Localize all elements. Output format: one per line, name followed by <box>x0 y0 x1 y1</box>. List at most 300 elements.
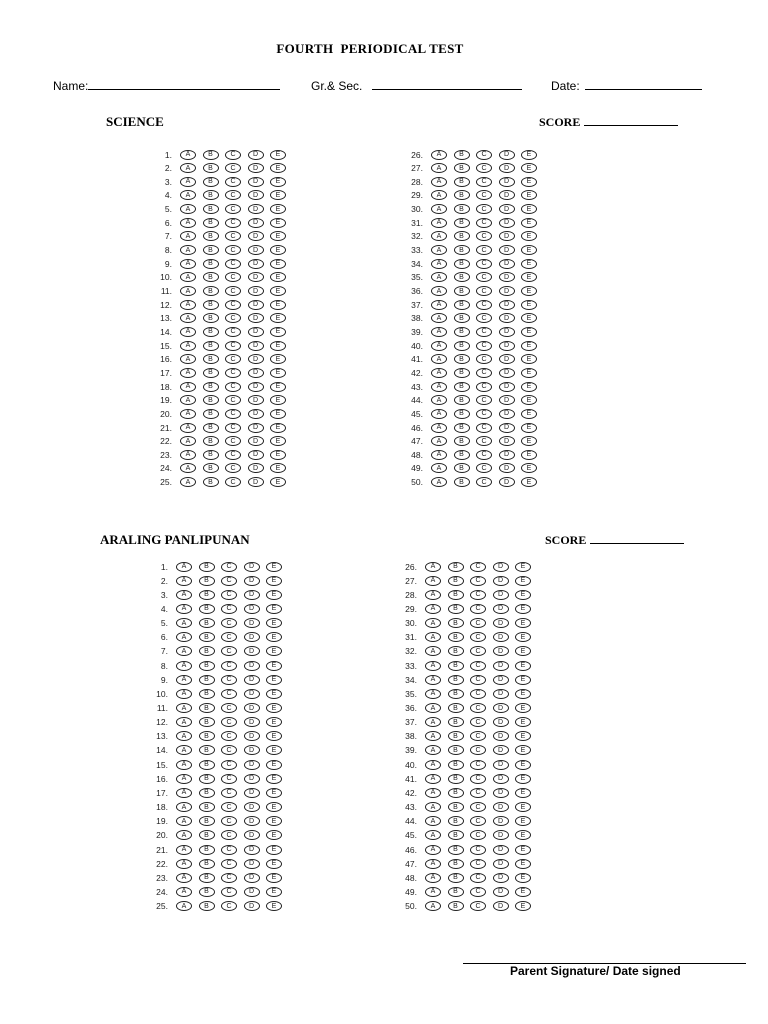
answer-bubble-e[interactable]: E <box>515 901 531 911</box>
answer-bubble-b[interactable]: B <box>454 231 470 241</box>
answer-bubble-d[interactable]: D <box>499 204 515 214</box>
answer-bubble-d[interactable]: D <box>493 604 509 614</box>
answer-bubble-b[interactable]: B <box>199 703 215 713</box>
answer-bubble-c[interactable]: C <box>470 576 486 586</box>
answer-bubble-d[interactable]: D <box>244 562 260 572</box>
answer-bubble-a[interactable]: A <box>180 477 196 487</box>
answer-bubble-a[interactable]: A <box>431 313 447 323</box>
answer-bubble-e[interactable]: E <box>515 774 531 784</box>
answer-bubble-c[interactable]: C <box>221 745 237 755</box>
answer-bubble-e[interactable]: E <box>515 675 531 685</box>
answer-bubble-c[interactable]: C <box>470 901 486 911</box>
answer-bubble-a[interactable]: A <box>180 450 196 460</box>
answer-bubble-a[interactable]: A <box>180 177 196 187</box>
answer-bubble-e[interactable]: E <box>515 802 531 812</box>
answer-bubble-e[interactable]: E <box>266 632 282 642</box>
answer-bubble-d[interactable]: D <box>499 368 515 378</box>
answer-bubble-e[interactable]: E <box>515 788 531 798</box>
answer-bubble-c[interactable]: C <box>225 395 241 405</box>
answer-bubble-d[interactable]: D <box>499 177 515 187</box>
answer-bubble-d[interactable]: D <box>244 887 260 897</box>
answer-bubble-c[interactable]: C <box>470 590 486 600</box>
answer-bubble-b[interactable]: B <box>448 618 464 628</box>
answer-bubble-c[interactable]: C <box>476 423 492 433</box>
answer-bubble-e[interactable]: E <box>515 689 531 699</box>
answer-bubble-b[interactable]: B <box>454 327 470 337</box>
answer-bubble-c[interactable]: C <box>470 604 486 614</box>
answer-bubble-c[interactable]: C <box>225 341 241 351</box>
answer-bubble-e[interactable]: E <box>515 873 531 883</box>
answer-bubble-b[interactable]: B <box>203 272 219 282</box>
answer-bubble-c[interactable]: C <box>225 163 241 173</box>
answer-bubble-a[interactable]: A <box>176 873 192 883</box>
answer-bubble-a[interactable]: A <box>425 859 441 869</box>
answer-bubble-c[interactable]: C <box>470 745 486 755</box>
answer-bubble-a[interactable]: A <box>425 887 441 897</box>
answer-bubble-a[interactable]: A <box>180 463 196 473</box>
answer-bubble-a[interactable]: A <box>431 286 447 296</box>
answer-bubble-a[interactable]: A <box>425 774 441 784</box>
answer-bubble-a[interactable]: A <box>180 190 196 200</box>
answer-bubble-a[interactable]: A <box>431 354 447 364</box>
answer-bubble-d[interactable]: D <box>244 802 260 812</box>
answer-bubble-d[interactable]: D <box>244 830 260 840</box>
answer-bubble-c[interactable]: C <box>225 436 241 446</box>
answer-bubble-d[interactable]: D <box>499 313 515 323</box>
answer-bubble-b[interactable]: B <box>448 774 464 784</box>
answer-bubble-d[interactable]: D <box>493 830 509 840</box>
answer-bubble-d[interactable]: D <box>499 341 515 351</box>
answer-bubble-b[interactable]: B <box>199 717 215 727</box>
answer-bubble-a[interactable]: A <box>180 327 196 337</box>
answer-bubble-e[interactable]: E <box>270 450 286 460</box>
answer-bubble-e[interactable]: E <box>270 259 286 269</box>
answer-bubble-b[interactable]: B <box>448 590 464 600</box>
answer-bubble-d[interactable]: D <box>244 646 260 656</box>
answer-bubble-a[interactable]: A <box>176 760 192 770</box>
answer-bubble-c[interactable]: C <box>476 163 492 173</box>
answer-bubble-c[interactable]: C <box>470 731 486 741</box>
answer-bubble-a[interactable]: A <box>431 327 447 337</box>
answer-bubble-e[interactable]: E <box>266 901 282 911</box>
answer-bubble-e[interactable]: E <box>515 859 531 869</box>
answer-bubble-d[interactable]: D <box>499 477 515 487</box>
answer-bubble-a[interactable]: A <box>180 163 196 173</box>
score-science[interactable] <box>539 115 678 130</box>
answer-bubble-b[interactable]: B <box>454 354 470 364</box>
answer-bubble-d[interactable]: D <box>244 661 260 671</box>
answer-bubble-b[interactable]: B <box>448 661 464 671</box>
answer-bubble-b[interactable]: B <box>448 802 464 812</box>
answer-bubble-b[interactable]: B <box>199 830 215 840</box>
answer-bubble-b[interactable]: B <box>454 218 470 228</box>
answer-bubble-a[interactable]: A <box>180 368 196 378</box>
answer-bubble-e[interactable]: E <box>270 245 286 255</box>
answer-bubble-a[interactable]: A <box>425 873 441 883</box>
answer-bubble-b[interactable]: B <box>448 830 464 840</box>
answer-bubble-e[interactable]: E <box>515 576 531 586</box>
answer-bubble-e[interactable]: E <box>521 341 537 351</box>
answer-bubble-d[interactable]: D <box>248 313 264 323</box>
answer-bubble-a[interactable]: A <box>180 204 196 214</box>
score-line[interactable] <box>590 533 684 544</box>
answer-bubble-b[interactable]: B <box>203 177 219 187</box>
answer-bubble-b[interactable]: B <box>203 259 219 269</box>
answer-bubble-e[interactable]: E <box>266 887 282 897</box>
answer-bubble-a[interactable]: A <box>176 774 192 784</box>
answer-bubble-c[interactable]: C <box>470 802 486 812</box>
answer-bubble-b[interactable]: B <box>199 689 215 699</box>
answer-bubble-d[interactable]: D <box>493 632 509 642</box>
answer-bubble-d[interactable]: D <box>499 259 515 269</box>
answer-bubble-b[interactable]: B <box>203 204 219 214</box>
answer-bubble-b[interactable]: B <box>199 590 215 600</box>
answer-bubble-c[interactable]: C <box>221 576 237 586</box>
answer-bubble-a[interactable]: A <box>431 436 447 446</box>
answer-bubble-b[interactable]: B <box>199 760 215 770</box>
answer-bubble-d[interactable]: D <box>248 204 264 214</box>
answer-bubble-a[interactable]: A <box>176 562 192 572</box>
answer-bubble-e[interactable]: E <box>521 409 537 419</box>
answer-bubble-c[interactable]: C <box>221 618 237 628</box>
answer-bubble-c[interactable]: C <box>470 760 486 770</box>
answer-bubble-b[interactable]: B <box>203 450 219 460</box>
answer-bubble-d[interactable]: D <box>244 703 260 713</box>
answer-bubble-d[interactable]: D <box>248 450 264 460</box>
answer-bubble-b[interactable]: B <box>203 327 219 337</box>
answer-bubble-c[interactable]: C <box>470 830 486 840</box>
answer-bubble-c[interactable]: C <box>221 859 237 869</box>
answer-bubble-d[interactable]: D <box>493 562 509 572</box>
answer-bubble-e[interactable]: E <box>515 760 531 770</box>
answer-bubble-c[interactable]: C <box>470 859 486 869</box>
answer-bubble-c[interactable]: C <box>225 368 241 378</box>
answer-bubble-d[interactable]: D <box>493 618 509 628</box>
answer-bubble-b[interactable]: B <box>203 368 219 378</box>
answer-bubble-d[interactable]: D <box>493 576 509 586</box>
answer-bubble-d[interactable]: D <box>499 231 515 241</box>
answer-bubble-d[interactable]: D <box>244 618 260 628</box>
answer-bubble-c[interactable]: C <box>221 816 237 826</box>
answer-bubble-c[interactable]: C <box>470 845 486 855</box>
answer-bubble-a[interactable]: A <box>180 218 196 228</box>
answer-bubble-a[interactable]: A <box>431 150 447 160</box>
answer-bubble-d[interactable]: D <box>493 703 509 713</box>
answer-bubble-b[interactable]: B <box>203 395 219 405</box>
answer-bubble-a[interactable]: A <box>425 632 441 642</box>
answer-bubble-c[interactable]: C <box>221 774 237 784</box>
answer-bubble-a[interactable]: A <box>425 618 441 628</box>
answer-bubble-c[interactable]: C <box>221 731 237 741</box>
answer-bubble-d[interactable]: D <box>499 463 515 473</box>
answer-bubble-e[interactable]: E <box>266 576 282 586</box>
answer-bubble-e[interactable]: E <box>515 830 531 840</box>
answer-bubble-c[interactable]: C <box>225 231 241 241</box>
answer-bubble-e[interactable]: E <box>521 150 537 160</box>
answer-bubble-b[interactable]: B <box>448 576 464 586</box>
answer-bubble-c[interactable]: C <box>221 845 237 855</box>
answer-bubble-d[interactable]: D <box>248 259 264 269</box>
answer-bubble-a[interactable]: A <box>425 816 441 826</box>
answer-bubble-d[interactable]: D <box>499 300 515 310</box>
answer-bubble-a[interactable]: A <box>176 859 192 869</box>
answer-bubble-d[interactable]: D <box>493 887 509 897</box>
answer-bubble-e[interactable]: E <box>521 327 537 337</box>
answer-bubble-a[interactable]: A <box>180 382 196 392</box>
answer-bubble-a[interactable]: A <box>176 845 192 855</box>
answer-bubble-d[interactable]: D <box>499 382 515 392</box>
answer-bubble-a[interactable]: A <box>425 845 441 855</box>
answer-bubble-b[interactable]: B <box>203 463 219 473</box>
answer-bubble-e[interactable]: E <box>270 327 286 337</box>
answer-bubble-b[interactable]: B <box>199 745 215 755</box>
answer-bubble-e[interactable]: E <box>521 395 537 405</box>
answer-bubble-a[interactable]: A <box>431 190 447 200</box>
answer-bubble-d[interactable]: D <box>493 675 509 685</box>
answer-bubble-c[interactable]: C <box>225 218 241 228</box>
answer-bubble-d[interactable]: D <box>248 341 264 351</box>
answer-bubble-a[interactable]: A <box>176 675 192 685</box>
answer-bubble-a[interactable]: A <box>431 463 447 473</box>
answer-bubble-a[interactable]: A <box>425 661 441 671</box>
answer-bubble-a[interactable]: A <box>176 632 192 642</box>
answer-bubble-b[interactable]: B <box>199 901 215 911</box>
answer-bubble-c[interactable]: C <box>476 218 492 228</box>
answer-bubble-c[interactable]: C <box>476 300 492 310</box>
answer-bubble-a[interactable]: A <box>425 745 441 755</box>
answer-bubble-d[interactable]: D <box>248 272 264 282</box>
answer-bubble-c[interactable]: C <box>225 245 241 255</box>
answer-bubble-d[interactable]: D <box>493 731 509 741</box>
answer-bubble-a[interactable]: A <box>431 341 447 351</box>
answer-bubble-d[interactable]: D <box>244 774 260 784</box>
answer-bubble-c[interactable]: C <box>221 590 237 600</box>
answer-bubble-d[interactable]: D <box>493 774 509 784</box>
answer-bubble-e[interactable]: E <box>521 190 537 200</box>
answer-bubble-c[interactable]: C <box>225 423 241 433</box>
answer-bubble-c[interactable]: C <box>221 760 237 770</box>
answer-bubble-c[interactable]: C <box>221 646 237 656</box>
answer-bubble-e[interactable]: E <box>270 409 286 419</box>
answer-bubble-a[interactable]: A <box>176 646 192 656</box>
answer-bubble-b[interactable]: B <box>454 450 470 460</box>
answer-bubble-e[interactable]: E <box>270 423 286 433</box>
answer-bubble-e[interactable]: E <box>521 163 537 173</box>
answer-bubble-a[interactable]: A <box>176 802 192 812</box>
answer-bubble-d[interactable]: D <box>493 590 509 600</box>
answer-bubble-e[interactable]: E <box>515 632 531 642</box>
answer-bubble-e[interactable]: E <box>270 204 286 214</box>
answer-bubble-d[interactable]: D <box>248 368 264 378</box>
answer-bubble-e[interactable]: E <box>266 859 282 869</box>
answer-bubble-c[interactable]: C <box>476 286 492 296</box>
answer-bubble-a[interactable]: A <box>176 703 192 713</box>
answer-bubble-c[interactable]: C <box>476 354 492 364</box>
answer-bubble-b[interactable]: B <box>199 618 215 628</box>
answer-bubble-a[interactable]: A <box>180 272 196 282</box>
answer-bubble-d[interactable]: D <box>499 163 515 173</box>
answer-bubble-e[interactable]: E <box>515 717 531 727</box>
answer-bubble-a[interactable]: A <box>180 354 196 364</box>
answer-bubble-b[interactable]: B <box>448 788 464 798</box>
answer-bubble-c[interactable]: C <box>470 562 486 572</box>
answer-bubble-c[interactable]: C <box>225 382 241 392</box>
answer-bubble-d[interactable]: D <box>244 576 260 586</box>
answer-bubble-b[interactable]: B <box>454 341 470 351</box>
answer-bubble-b[interactable]: B <box>448 717 464 727</box>
answer-bubble-b[interactable]: B <box>448 873 464 883</box>
date-field[interactable] <box>551 79 702 93</box>
answer-bubble-a[interactable]: A <box>431 272 447 282</box>
answer-bubble-e[interactable]: E <box>266 745 282 755</box>
answer-bubble-a[interactable]: A <box>431 423 447 433</box>
answer-bubble-e[interactable]: E <box>515 590 531 600</box>
answer-bubble-e[interactable]: E <box>270 218 286 228</box>
answer-bubble-a[interactable]: A <box>425 788 441 798</box>
answer-bubble-a[interactable]: A <box>176 661 192 671</box>
answer-bubble-d[interactable]: D <box>499 327 515 337</box>
answer-bubble-c[interactable]: C <box>470 703 486 713</box>
answer-bubble-d[interactable]: D <box>499 272 515 282</box>
answer-bubble-a[interactable]: A <box>431 204 447 214</box>
answer-bubble-e[interactable]: E <box>266 703 282 713</box>
answer-bubble-e[interactable]: E <box>521 272 537 282</box>
answer-bubble-c[interactable]: C <box>221 675 237 685</box>
answer-bubble-c[interactable]: C <box>476 436 492 446</box>
answer-bubble-a[interactable]: A <box>425 576 441 586</box>
answer-bubble-e[interactable]: E <box>521 313 537 323</box>
answer-bubble-c[interactable]: C <box>470 661 486 671</box>
answer-bubble-b[interactable]: B <box>454 409 470 419</box>
answer-bubble-d[interactable]: D <box>493 646 509 656</box>
answer-bubble-a[interactable]: A <box>180 300 196 310</box>
answer-bubble-b[interactable]: B <box>454 150 470 160</box>
answer-bubble-d[interactable]: D <box>493 717 509 727</box>
answer-bubble-b[interactable]: B <box>203 286 219 296</box>
answer-bubble-c[interactable]: C <box>225 463 241 473</box>
answer-bubble-e[interactable]: E <box>521 368 537 378</box>
answer-bubble-b[interactable]: B <box>199 774 215 784</box>
answer-bubble-d[interactable]: D <box>499 354 515 364</box>
answer-bubble-b[interactable]: B <box>199 576 215 586</box>
answer-bubble-d[interactable]: D <box>248 300 264 310</box>
answer-bubble-c[interactable]: C <box>476 259 492 269</box>
answer-bubble-b[interactable]: B <box>454 177 470 187</box>
answer-bubble-a[interactable]: A <box>425 689 441 699</box>
answer-bubble-e[interactable]: E <box>521 245 537 255</box>
answer-bubble-c[interactable]: C <box>470 618 486 628</box>
answer-bubble-e[interactable]: E <box>515 646 531 656</box>
answer-bubble-c[interactable]: C <box>476 450 492 460</box>
answer-bubble-b[interactable]: B <box>454 463 470 473</box>
answer-bubble-a[interactable]: A <box>431 231 447 241</box>
answer-bubble-c[interactable]: C <box>221 703 237 713</box>
answer-bubble-d[interactable]: D <box>248 477 264 487</box>
answer-bubble-b[interactable]: B <box>203 477 219 487</box>
answer-bubble-e[interactable]: E <box>270 177 286 187</box>
answer-bubble-c[interactable]: C <box>476 382 492 392</box>
answer-bubble-d[interactable]: D <box>248 190 264 200</box>
answer-bubble-a[interactable]: A <box>180 245 196 255</box>
answer-bubble-c[interactable]: C <box>225 300 241 310</box>
answer-bubble-b[interactable]: B <box>199 661 215 671</box>
answer-bubble-d[interactable]: D <box>499 245 515 255</box>
answer-bubble-b[interactable]: B <box>199 646 215 656</box>
answer-bubble-e[interactable]: E <box>521 477 537 487</box>
answer-bubble-b[interactable]: B <box>199 845 215 855</box>
answer-bubble-b[interactable]: B <box>199 887 215 897</box>
answer-bubble-a[interactable]: A <box>431 409 447 419</box>
answer-bubble-a[interactable]: A <box>180 259 196 269</box>
answer-bubble-d[interactable]: D <box>248 423 264 433</box>
answer-bubble-d[interactable]: D <box>244 689 260 699</box>
answer-bubble-a[interactable]: A <box>180 409 196 419</box>
answer-bubble-a[interactable]: A <box>180 395 196 405</box>
answer-bubble-c[interactable]: C <box>221 901 237 911</box>
answer-bubble-e[interactable]: E <box>266 816 282 826</box>
answer-bubble-e[interactable]: E <box>270 272 286 282</box>
answer-bubble-a[interactable]: A <box>425 675 441 685</box>
answer-bubble-c[interactable]: C <box>221 632 237 642</box>
answer-bubble-d[interactable]: D <box>493 802 509 812</box>
answer-bubble-d[interactable]: D <box>244 590 260 600</box>
answer-bubble-e[interactable]: E <box>266 873 282 883</box>
answer-bubble-c[interactable]: C <box>225 272 241 282</box>
answer-bubble-e[interactable]: E <box>266 689 282 699</box>
answer-bubble-b[interactable]: B <box>454 423 470 433</box>
answer-bubble-b[interactable]: B <box>448 604 464 614</box>
answer-bubble-e[interactable]: E <box>270 368 286 378</box>
score-line[interactable] <box>584 115 678 126</box>
answer-bubble-e[interactable]: E <box>270 477 286 487</box>
answer-bubble-e[interactable]: E <box>270 163 286 173</box>
answer-bubble-e[interactable]: E <box>515 604 531 614</box>
answer-bubble-b[interactable]: B <box>454 477 470 487</box>
answer-bubble-b[interactable]: B <box>203 163 219 173</box>
answer-bubble-b[interactable]: B <box>454 300 470 310</box>
answer-bubble-d[interactable]: D <box>248 436 264 446</box>
answer-bubble-c[interactable]: C <box>470 774 486 784</box>
answer-bubble-c[interactable]: C <box>470 675 486 685</box>
answer-bubble-c[interactable]: C <box>225 450 241 460</box>
answer-bubble-c[interactable]: C <box>221 604 237 614</box>
answer-bubble-c[interactable]: C <box>221 802 237 812</box>
answer-bubble-a[interactable]: A <box>425 604 441 614</box>
answer-bubble-c[interactable]: C <box>225 286 241 296</box>
answer-bubble-b[interactable]: B <box>199 859 215 869</box>
answer-bubble-c[interactable]: C <box>225 327 241 337</box>
answer-bubble-e[interactable]: E <box>521 286 537 296</box>
answer-bubble-b[interactable]: B <box>454 163 470 173</box>
answer-bubble-e[interactable]: E <box>266 717 282 727</box>
answer-bubble-b[interactable]: B <box>448 632 464 642</box>
answer-bubble-d[interactable]: D <box>248 395 264 405</box>
answer-bubble-a[interactable]: A <box>176 590 192 600</box>
answer-bubble-d[interactable]: D <box>248 245 264 255</box>
answer-bubble-c[interactable]: C <box>225 313 241 323</box>
answer-bubble-c[interactable]: C <box>470 646 486 656</box>
answer-bubble-d[interactable]: D <box>244 604 260 614</box>
answer-bubble-e[interactable]: E <box>515 887 531 897</box>
answer-bubble-d[interactable]: D <box>248 218 264 228</box>
answer-bubble-b[interactable]: B <box>448 689 464 699</box>
answer-bubble-e[interactable]: E <box>270 341 286 351</box>
answer-bubble-a[interactable]: A <box>176 887 192 897</box>
answer-bubble-e[interactable]: E <box>266 618 282 628</box>
answer-bubble-c[interactable]: C <box>225 190 241 200</box>
answer-bubble-a[interactable]: A <box>431 163 447 173</box>
answer-bubble-d[interactable]: D <box>493 661 509 671</box>
